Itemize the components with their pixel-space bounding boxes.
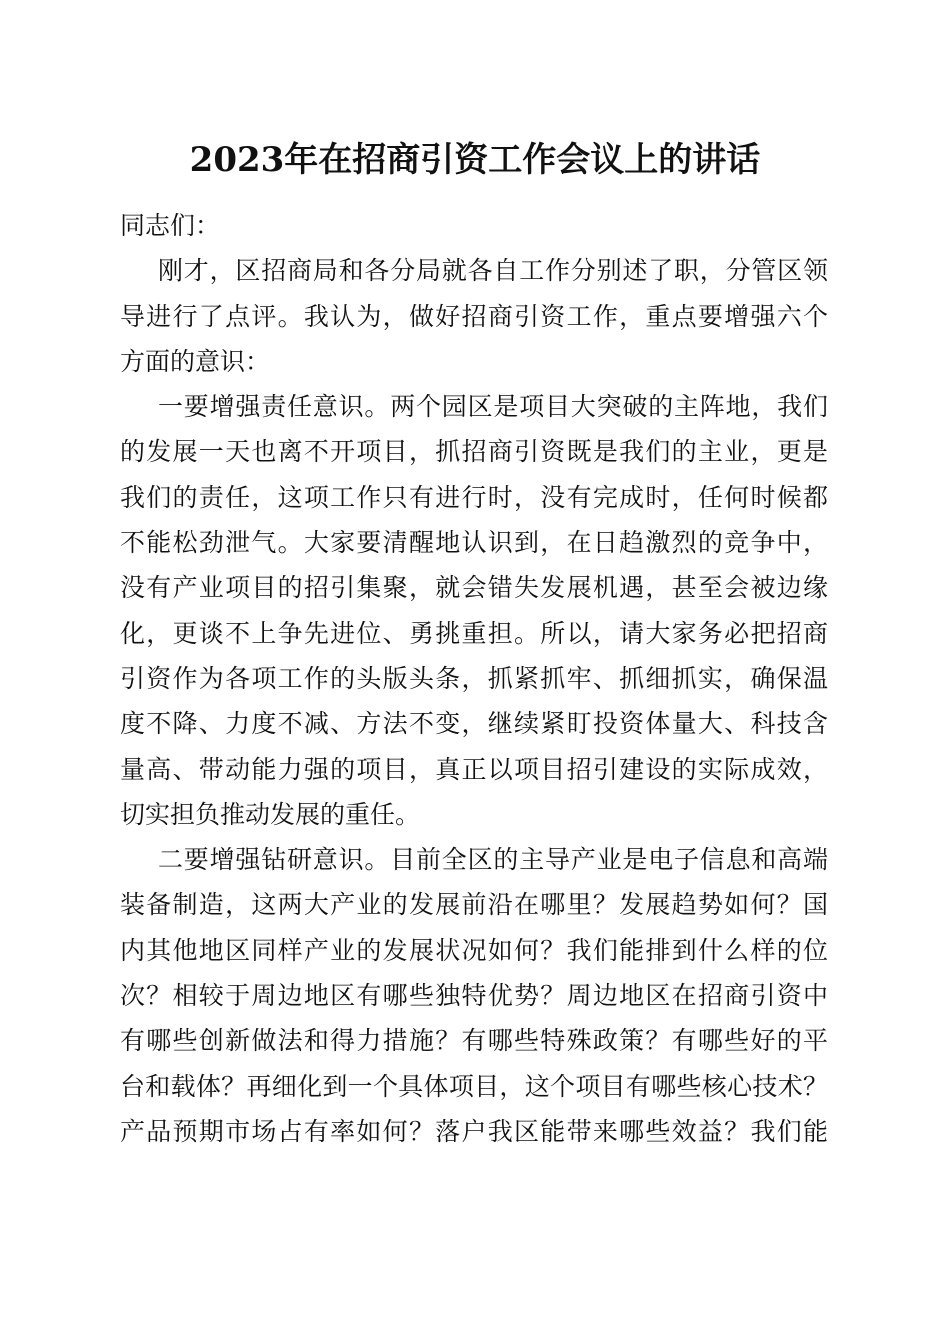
text-line: 没有产业项目的招引集聚，就会错失发展机遇，甚至会被边缘	[120, 573, 828, 603]
text-line: 次？相较于周边地区有哪些独特优势？周边地区在招商引资中	[120, 981, 828, 1011]
text-line: 刚才，区招商局和各分局就各自工作分别述了职，分管区领	[158, 256, 828, 286]
text-line: 台和载体？再细化到一个具体项目，这个项目有哪些核心技术？	[120, 1071, 828, 1101]
text-line: 一要增强责任意识。两个园区是项目大突破的主阵地，我们	[158, 392, 828, 422]
text-line: 装备制造，这两大产业的发展前沿在哪里？发展趋势如何？国	[120, 890, 828, 920]
document-body	[120, 203, 828, 1154]
text-line: 产品预期市场占有率如何？落户我区能带来哪些效益？我们能	[120, 1116, 828, 1146]
text-line: 引资作为各项工作的头版头条，抓紧抓牢、抓细抓实，确保温	[120, 663, 828, 693]
text-line: 的发展一天也离不开项目，抓招商引资既是我们的主业，更是	[120, 437, 828, 467]
text-line: 切实担负推动发展的重任。	[120, 799, 421, 829]
text-line: 量高、带动能力强的项目，真正以项目招引建设的实际成效，	[120, 754, 828, 784]
text-line: 化，更谈不上争先进位、勇挑重担。所以，请大家务必把招商	[120, 618, 828, 648]
text-line: 我们的责任，这项工作只有进行时，没有完成时，任何时候都	[120, 482, 828, 512]
document-title: 2023年在招商引资工作会议上的讲话	[189, 140, 761, 180]
text-line: 二要增强钻研意识。目前全区的主导产业是电子信息和高端	[158, 845, 828, 875]
text-line: 不能松劲泄气。大家要清醒地认识到，在日趋激烈的竞争中，	[120, 528, 828, 558]
text-line: 方面的意识：	[120, 346, 271, 376]
text-line: 内其他地区同样产业的发展状况如何？我们能排到什么样的位	[120, 935, 828, 965]
text-line: 度不降、力度不减、方法不变，继续紧盯投资体量大、科技含	[120, 709, 828, 739]
salutation-line: 同志们：	[120, 211, 221, 240]
text-line: 导进行了点评。我认为，做好招商引资工作，重点要增强六个	[120, 301, 828, 331]
text-line: 有哪些创新做法和得力措施？有哪些特殊政策？有哪些好的平	[120, 1026, 828, 1056]
